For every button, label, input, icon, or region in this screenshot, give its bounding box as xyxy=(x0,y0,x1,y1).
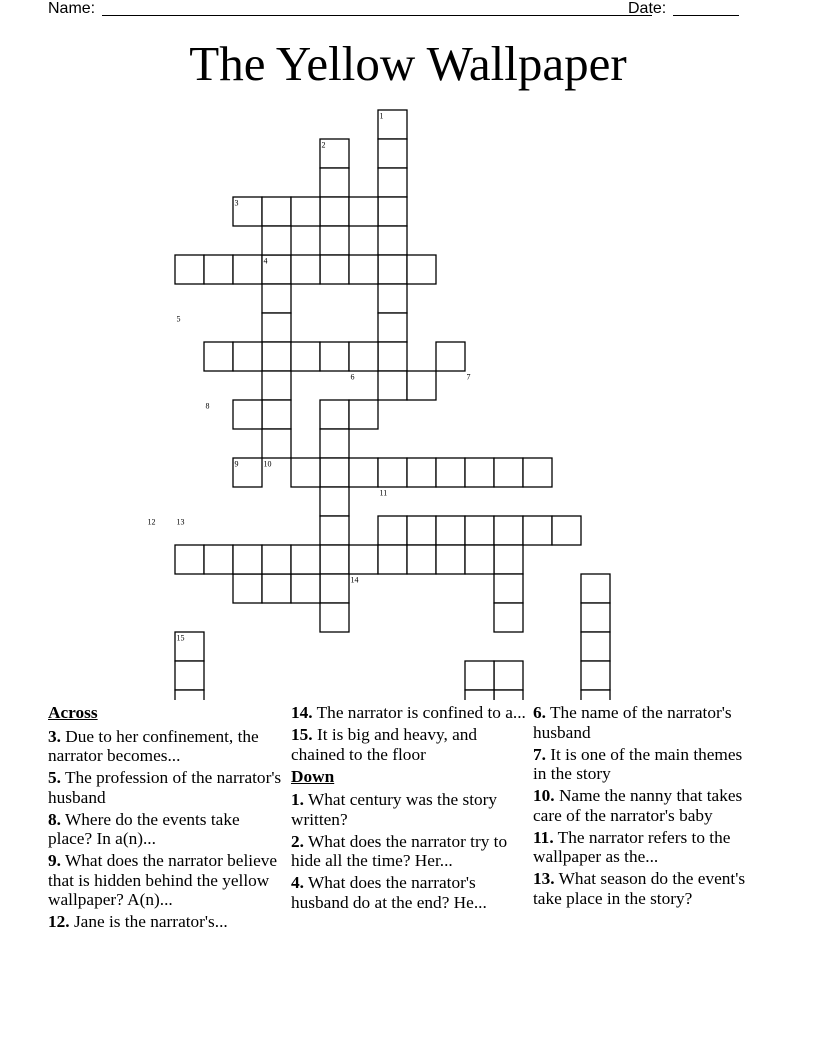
clue-num: 12. xyxy=(48,912,70,931)
clue-item xyxy=(291,703,529,723)
clue-number-14: 14 xyxy=(350,575,359,585)
clue-item xyxy=(291,790,529,829)
grid-cell[interactable] xyxy=(523,516,552,545)
clue-num: 6. xyxy=(533,703,546,722)
grid-cell[interactable] xyxy=(494,661,523,690)
clue-num: 5. xyxy=(48,768,61,787)
grid-cell[interactable] xyxy=(320,226,349,255)
grid-cell[interactable] xyxy=(465,690,494,700)
grid-cell[interactable] xyxy=(291,458,320,487)
clue-item xyxy=(291,873,529,912)
grid-cell[interactable] xyxy=(465,545,494,574)
grid-cell[interactable] xyxy=(378,168,407,197)
grid-cell[interactable] xyxy=(494,458,523,487)
grid-cell[interactable] xyxy=(349,400,378,429)
grid-cell[interactable] xyxy=(494,603,523,632)
grid-cell[interactable] xyxy=(378,197,407,226)
grid-cell[interactable] xyxy=(291,255,320,284)
clue-number-12: 12 xyxy=(147,517,156,527)
grid-cell[interactable] xyxy=(233,400,262,429)
clue-num: 15. xyxy=(291,725,313,744)
grid-cell[interactable] xyxy=(349,342,378,371)
clue-text: Name the nanny that takes care of the narrator's baby xyxy=(533,786,743,825)
clue-text: What does the narrator try to hide all the time? Her... xyxy=(291,831,508,870)
grid-cell[interactable] xyxy=(233,255,262,284)
grid-cell[interactable] xyxy=(378,458,407,487)
grid-cell[interactable] xyxy=(494,516,523,545)
clue-number-5: 5 xyxy=(176,314,181,324)
grid-cell[interactable] xyxy=(204,545,233,574)
clue-item xyxy=(48,810,283,849)
grid-cell[interactable] xyxy=(378,545,407,574)
grid-cell[interactable] xyxy=(233,574,262,603)
grid-cell[interactable] xyxy=(378,313,407,342)
clue-num: 14. xyxy=(291,703,313,722)
grid-cell[interactable] xyxy=(291,545,320,574)
grid-cell[interactable] xyxy=(436,545,465,574)
grid-cell[interactable] xyxy=(465,661,494,690)
date-label: Date: xyxy=(628,0,667,17)
clue-item xyxy=(48,727,283,766)
grid-cell[interactable] xyxy=(349,545,378,574)
grid-cell[interactable] xyxy=(407,545,436,574)
grid-cell[interactable] xyxy=(494,690,523,700)
grid-cell[interactable] xyxy=(175,545,204,574)
grid-cell[interactable] xyxy=(349,255,378,284)
grid-cell[interactable] xyxy=(320,255,349,284)
grid-cell[interactable] xyxy=(465,516,494,545)
clue-text: What does the narrator's husband do at the end? He... xyxy=(291,873,487,912)
grid-cell[interactable] xyxy=(407,516,436,545)
grid-cell[interactable] xyxy=(175,690,204,700)
grid-cell[interactable] xyxy=(262,284,291,313)
clue-text: What season do the event's take place in the story? xyxy=(533,869,746,908)
grid-cell[interactable] xyxy=(436,342,465,371)
clue-number-1: 1 xyxy=(379,111,384,121)
grid-cell[interactable] xyxy=(407,458,436,487)
clue-number-2: 2 xyxy=(321,140,326,150)
clue-item xyxy=(533,786,758,825)
grid-cell[interactable] xyxy=(291,342,320,371)
clue-text: It is big and heavy, and chained to the floor xyxy=(291,725,478,764)
grid-cell[interactable] xyxy=(407,371,436,400)
clue-item xyxy=(533,745,758,784)
grid-cell[interactable] xyxy=(262,400,291,429)
grid-cell[interactable] xyxy=(378,516,407,545)
clue-text: The narrator is confined to a... xyxy=(316,703,526,722)
clue-num: 3. xyxy=(48,726,61,746)
page-title: The Yellow Wallpaper xyxy=(189,36,627,91)
grid-cell[interactable] xyxy=(233,545,262,574)
grid-cell[interactable] xyxy=(175,661,204,690)
clue-num: 10. xyxy=(533,786,555,805)
clue-num: 8. xyxy=(48,809,61,829)
clue-item xyxy=(291,725,529,764)
name-label: Name: xyxy=(48,0,96,17)
grid-cell[interactable] xyxy=(320,487,349,516)
clue-item xyxy=(533,869,758,908)
grid-cell[interactable] xyxy=(262,197,291,226)
clue-item xyxy=(48,851,283,910)
grid-cell[interactable] xyxy=(262,574,291,603)
grid-cell[interactable] xyxy=(320,429,349,458)
grid-cell[interactable] xyxy=(204,342,233,371)
clue-item xyxy=(48,768,283,807)
grid-cell[interactable] xyxy=(320,458,349,487)
clues-column-3 xyxy=(533,703,758,911)
clues-column-2 xyxy=(291,703,529,915)
clue-num: 9. xyxy=(48,851,61,870)
grid-cell[interactable] xyxy=(378,226,407,255)
clue-item xyxy=(48,912,283,932)
grid-cell[interactable] xyxy=(465,458,494,487)
clue-text: Where do the events take place? In a(n)... xyxy=(48,809,240,848)
clue-num: 7. xyxy=(533,744,546,764)
grid-cell[interactable] xyxy=(494,545,523,574)
grid-cell[interactable] xyxy=(262,429,291,458)
grid-cell[interactable] xyxy=(349,458,378,487)
grid-cell[interactable] xyxy=(320,197,349,226)
clue-text: It is one of the main themes in the story xyxy=(533,744,743,783)
clue-number-4: 4 xyxy=(263,256,268,266)
grid-cell[interactable] xyxy=(378,284,407,313)
grid-cell[interactable] xyxy=(378,255,407,284)
clue-number-10: 10 xyxy=(263,459,272,469)
clue-number-8: 8 xyxy=(205,401,210,411)
grid-cell[interactable] xyxy=(320,545,349,574)
clue-number-6: 6 xyxy=(350,372,355,382)
grid-cell[interactable] xyxy=(262,545,291,574)
grid-cell[interactable] xyxy=(581,690,610,700)
grid-cell[interactable] xyxy=(320,516,349,545)
clue-heading-down: Down xyxy=(291,766,335,786)
grid-cell[interactable] xyxy=(262,342,291,371)
clue-num: 4. xyxy=(291,873,304,892)
grid-cell[interactable] xyxy=(262,226,291,255)
clue-text: What century was the story written? xyxy=(291,790,498,829)
clue-text: The profession of the narrator's husband xyxy=(48,768,282,807)
clue-num: 11. xyxy=(533,827,554,847)
clue-num: 13. xyxy=(533,869,555,888)
grid-cell[interactable] xyxy=(320,168,349,197)
grid-cell[interactable] xyxy=(581,574,610,603)
grid-cell[interactable] xyxy=(349,197,378,226)
grid-cell[interactable] xyxy=(407,255,436,284)
grid-cell[interactable] xyxy=(291,574,320,603)
clue-text: Due to her confinement, the narrator becomes... xyxy=(48,726,259,765)
grid-cell[interactable] xyxy=(262,313,291,342)
clue-number-13: 13 xyxy=(176,517,185,527)
clue-item xyxy=(533,828,758,867)
grid-cell[interactable] xyxy=(378,371,407,400)
clue-number-3: 3 xyxy=(234,198,239,208)
clue-text: What does the narrator believe that is hidden behind the yellow wallpaper? A(n)... xyxy=(48,851,278,909)
grid-cell[interactable] xyxy=(436,516,465,545)
clue-heading-across: Across xyxy=(48,703,98,722)
clue-text: Jane is the narrator's... xyxy=(73,912,228,931)
grid-cell[interactable] xyxy=(581,661,610,690)
clues-column-1 xyxy=(48,703,283,934)
grid-cell[interactable] xyxy=(378,342,407,371)
grid-cell[interactable] xyxy=(378,139,407,168)
grid-cell[interactable] xyxy=(175,255,204,284)
grid-cell[interactable] xyxy=(233,342,262,371)
grid-cell[interactable] xyxy=(320,574,349,603)
clue-text: The narrator refers to the wallpaper as the... xyxy=(533,827,731,866)
grid-cell[interactable] xyxy=(320,603,349,632)
clue-num: 1. xyxy=(291,790,304,809)
clue-item xyxy=(533,703,758,742)
grid-cell[interactable] xyxy=(552,516,581,545)
grid-cell[interactable] xyxy=(581,632,610,661)
clue-num: 2. xyxy=(291,831,304,851)
clue-item xyxy=(291,832,529,871)
grid-cell[interactable] xyxy=(436,458,465,487)
grid-cell[interactable] xyxy=(320,342,349,371)
grid-cell[interactable] xyxy=(494,574,523,603)
clue-text: The name of the narrator's husband xyxy=(533,703,732,742)
clue-number-9: 9 xyxy=(234,459,239,469)
grid-cell[interactable] xyxy=(291,197,320,226)
clue-number-7: 7 xyxy=(466,372,471,382)
grid-cell[interactable] xyxy=(320,400,349,429)
grid-cell[interactable] xyxy=(204,255,233,284)
clue-number-15: 15 xyxy=(176,633,185,643)
grid-cell[interactable] xyxy=(581,603,610,632)
grid-cell[interactable] xyxy=(523,458,552,487)
grid-cell[interactable] xyxy=(262,371,291,400)
clue-number-11: 11 xyxy=(379,488,388,498)
